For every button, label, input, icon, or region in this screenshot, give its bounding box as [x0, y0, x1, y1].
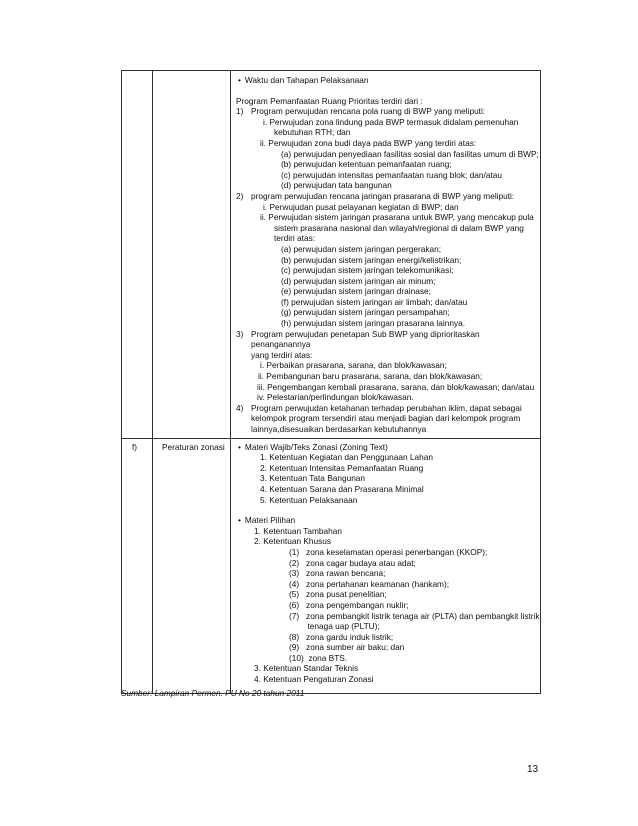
list-item: (a) perwujudan sistem jaringan pergerakan;	[281, 243, 442, 254]
row-number: f)	[132, 441, 138, 452]
sub-item-cont: terdiri atas:	[274, 233, 316, 244]
sub-item: i. Perwujudan zona lindung pada BWP termasuk didalam pemenuhan	[263, 116, 519, 127]
list-item: (d) perwujudan tata bangunan	[281, 180, 392, 191]
sub-item: ii. Perwujudan sistem jaringan prasarana untuk BWP, yang mencakup pula	[260, 212, 534, 223]
row2-number-cell	[122, 438, 153, 693]
list-item: 4. Ketentuan Pengaturan Zonasi	[254, 674, 374, 685]
list-item: (4) zona pertahanan keamanan (hankam);	[289, 578, 450, 589]
list-item: 1. Ketentuan Tambahan	[254, 525, 342, 536]
list-item: (g) perwujudan sistem jaringan persampahan;	[281, 307, 450, 318]
table-row	[122, 438, 541, 693]
list-item: (5) zona pusat penelitian;	[289, 589, 387, 600]
item-number: 2)	[236, 190, 244, 201]
source-caption: Sumber: Lampiran Permen. PU No 20 tahun 2011	[121, 688, 305, 698]
sub-item: ii. Pembangunan baru prasarana, sarana, dan blok/kawasan;	[258, 371, 483, 382]
row2-content-cell	[231, 438, 541, 693]
list-item: (b) perwujudan ketentuan pemanfaatan ruang;	[281, 159, 452, 170]
sub-item-cont: sistem prasarana nasional dan wilayah/regional di dalam BWP yang	[274, 222, 524, 233]
list-item: (f) perwujudan sistem jaringan air limbah; dan/atau	[281, 296, 468, 307]
list-item: (c) perwujudan sistem jaringan telekomunikasi;	[281, 265, 454, 276]
sub-item-cont: kebutuhan RTH; dan	[274, 127, 351, 138]
list-item: 4. Ketentuan Sarana dan Prasarana Minimal	[260, 483, 424, 494]
list-item: (2) zona cagar budaya atau adat;	[289, 557, 416, 568]
content-table	[121, 70, 541, 694]
list-item: (e) perwujudan sistem jaringan drainase;	[281, 286, 431, 297]
item-number: 4)	[236, 402, 244, 413]
row-label: Peraturan zonasi	[162, 441, 225, 452]
sub-item: i. Perbaikan prasarana, sarana, dan blok/kawasan;	[260, 360, 447, 371]
program-3-text-cont: yang terdiri atas:	[251, 349, 313, 360]
list-item: (d) perwujudan sistem jaringan air minum;	[281, 275, 436, 286]
list-item: 2. Ketentuan Intensitas Pemanfaatan Ruang	[260, 462, 424, 473]
list-item: (8) zona gardu induk listrik;	[289, 631, 394, 642]
row1-number-cell	[122, 71, 153, 439]
item-number: 3)	[236, 328, 244, 339]
materi-pilihan-title: • Materi Pilihan	[236, 515, 536, 526]
row1-content-cell	[231, 71, 541, 439]
page-number: 13	[527, 764, 539, 775]
sub-item: ii. Perwujudan zona budi daya pada BWP yang terdiri atas:	[260, 137, 477, 148]
list-item: 5. Ketentuan Pelaksanaan	[260, 494, 358, 505]
list-item: (h) perwujudan sistem jaringan prasarana lainnya.	[281, 318, 466, 329]
list-item: (c) perwujudan intensitas pemanfaatan ruang blok; dan/atau	[281, 169, 502, 180]
program-4-text-cont: kelompok program tersendiri atau menjadi bagian dari kelompok program	[251, 413, 521, 424]
program-2-text: program perwujudan rencana jaringan prasarana di BWP yang meliputi:	[251, 190, 515, 201]
list-item: (1) zona keselamatan operasi penerbangan (KKOP);	[289, 546, 488, 557]
sub-item: iv. Pelestarian/perlindungan blok/kawasan.	[257, 392, 414, 403]
list-item: (a) perwujudan penyediaan fasilitas sosial dan fasilitas umum di BWP;	[281, 148, 539, 159]
item-number: 1)	[236, 106, 244, 117]
program-4-text-cont: lainnya,disesuaikan berdasarkan kebutuhannya	[251, 424, 427, 434]
list-item: 2. Ketentuan Khusus	[254, 536, 332, 547]
list-item: 1. Ketentuan Kegiatan dan Penggunaan Lahan	[260, 452, 434, 463]
sub-item: iii. Pengembangan kembali prasarana, sarana, dan blok/kawasan; dan/atau	[257, 381, 535, 392]
waktu-bullet: • Waktu dan Tahapan Pelaksanaan	[236, 75, 536, 86]
list-item: (9) zona sumber air baku; dan	[289, 642, 405, 653]
program-1-text: Program perwujudan rencana pola ruang di BWP yang meliputi:	[251, 106, 486, 117]
program-3-text: Program perwujudan penetapan Sub BWP yang diprioritaskan penanganannya	[251, 328, 480, 350]
list-item: (6) zona pengembangan nuklir;	[289, 599, 409, 610]
list-item: 3. Ketentuan Tata Bangunan	[260, 473, 366, 484]
list-item: (10) zona BTS.	[289, 652, 348, 663]
row2-label-cell	[153, 438, 231, 693]
table-row	[122, 71, 541, 439]
row1-label-cell	[153, 71, 231, 439]
list-item: (7) zona pembangkit listrik tenaga air (PLTA) dan pembangkit listrik	[289, 610, 540, 621]
list-item: 3. Ketentuan Standar Teknis	[254, 663, 359, 674]
sub-item: i. Perwujudan pusat pelayanan kegiatan di BWP; dan	[263, 201, 459, 212]
list-item-cont: tenaga uap (PLTU);	[289, 621, 380, 632]
list-item: (b) perwujudan sistem jaringan energi/kelistrikan;	[281, 254, 462, 265]
program-4-text: Program perwujudan ketahanan terhadap perubahan iklim, dapat sebagai	[251, 402, 522, 413]
program-intro: Program Pemanfaatan Ruang Prioritas terdiri dari :	[236, 95, 423, 106]
list-item: (3) zona rawan bencana;	[289, 568, 386, 579]
materi-wajib-title: • Materi Wajib/Teks Zonasi (Zoning Text)	[236, 442, 536, 453]
